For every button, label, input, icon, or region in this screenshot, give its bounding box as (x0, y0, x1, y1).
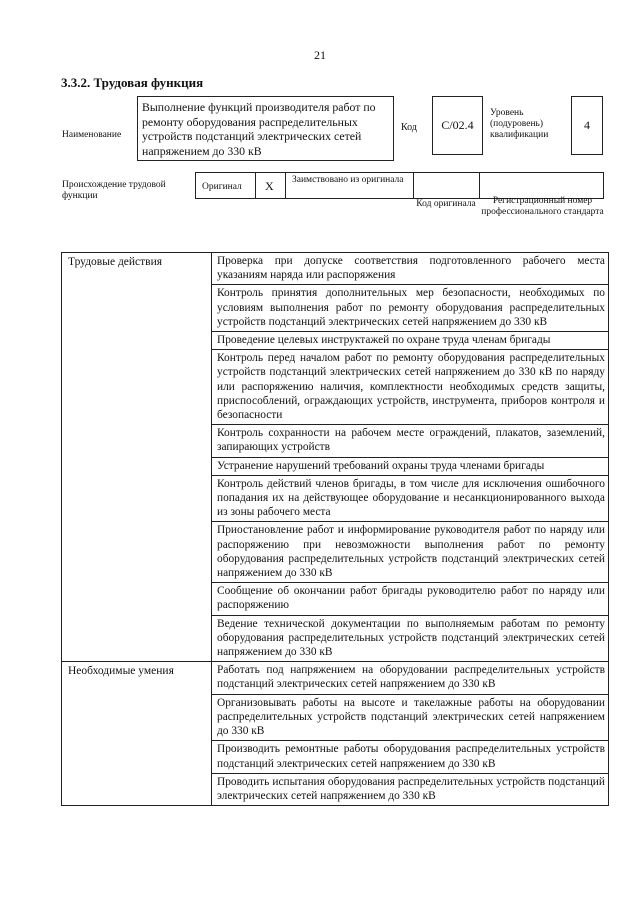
labor-action-item: Проведение целевых инструктажей по охране труда членам бригады (212, 332, 609, 350)
original-cell (196, 173, 256, 198)
original-mark: X (265, 179, 274, 193)
borrowed-cell (286, 173, 414, 198)
labor-action-item: Контроль сохранности на рабочем месте ограждений, плакатов, заземлений, запирающих устройств (212, 425, 609, 457)
labor-action-item: Сообщение об окончании работ бригады руководителю работ по наряду или распоряжению (212, 583, 609, 615)
qualification-level-label: Уровень (подуровень) квалификации (490, 108, 549, 140)
code-value: C/02.4 (441, 118, 474, 132)
name-label: Наименование (62, 130, 122, 140)
page-number: 21 (314, 48, 326, 62)
required-skill-row (62, 662, 609, 694)
code-original-cell (414, 173, 480, 198)
labor-action-group-label: Трудовые действия (62, 253, 212, 662)
required-skill-item: Проводить испытания оборудования распределительных устройств подстанций электрических сетей напряжением до 330 кВ (212, 773, 609, 805)
labor-action-item: Контроль принятия дополнительных мер безопасности, необходимых по условиям выполнения работ по ремонту оборудования распределительных устройств подстанций электрических сетей напряжением до 330 кВ (212, 285, 609, 332)
labor-action-item: Контроль действий членов бригады, в том числе для исключения ошибочного попадания их на действующее оборудование и несанкционированного выхода из зоны рабочего места (212, 475, 609, 522)
required-skill-item: Организовывать работы на высоте и такелажные работы на оборудовании распределительных устройств подстанций электрических сетей напряжением до 330 кВ (212, 694, 609, 741)
labor-action-row (62, 253, 609, 285)
original-label: Оригинал (202, 182, 242, 192)
required-skill-item: Производить ремонтные работы оборудования распределительных устройств подстанций электрических сетей напряжением до 330 кВ (212, 741, 609, 773)
function-name-value: Выполнение функций производителя работ по ремонту оборудования распределительных устройств подстанций электрических сетей напряжением до 330 кВ (142, 100, 376, 158)
qualification-level-value: 4 (584, 118, 590, 132)
origin-table (195, 172, 604, 199)
function-details-table (61, 252, 609, 806)
labor-action-item: Ведение технической документации по выполняемым работам по ремонту оборудования распределительных устройств подстанций электрических сетей напряжением до 330 кВ (212, 615, 609, 662)
code-box (432, 96, 483, 155)
code-label: Код (401, 122, 417, 133)
labor-action-item: Контроль перед началом работ по ремонту оборудования распределительных устройств подстанций электрических сетей напряжением до 330 кВ по наряду или распоряжению наличия, комплектности необходимых средств защиты, приспособлений, ограждающих устройств, инструмента, приборов контроля и безопасности (212, 350, 609, 425)
qualification-level-box (571, 96, 603, 155)
labor-action-item: Устранение нарушений требований охраны труда членами бригады (212, 457, 609, 475)
required-skill-group-label: Необходимые умения (62, 662, 212, 806)
section-title: 3.3.2. Трудовая функция (61, 75, 204, 90)
labor-action-item: Проверка при допуске соответствия подготовленного рабочего места указаниям наряда или распоряжения (212, 253, 609, 285)
registration-number-label: Регистрационный номер профессионального стандарта (481, 196, 604, 217)
borrowed-label: Заимствовано из оригинала (292, 175, 404, 185)
labor-action-item: Приостановление работ и информирование руководителя работ по наряду или распоряжению при невозможности выполнения работ по ремонту оборудования распределительных устройств подстанций электрических сетей напряжением до 330 кВ (212, 522, 609, 583)
code-original-label: Код оригинала (416, 199, 476, 209)
original-mark-cell (256, 173, 286, 198)
function-name-box (137, 96, 394, 161)
origin-label: Происхождение трудовой функции (62, 180, 166, 201)
required-skill-item: Работать под напряжением на оборудовании распределительных устройств подстанций электрических сетей напряжением до 330 кВ (212, 662, 609, 694)
